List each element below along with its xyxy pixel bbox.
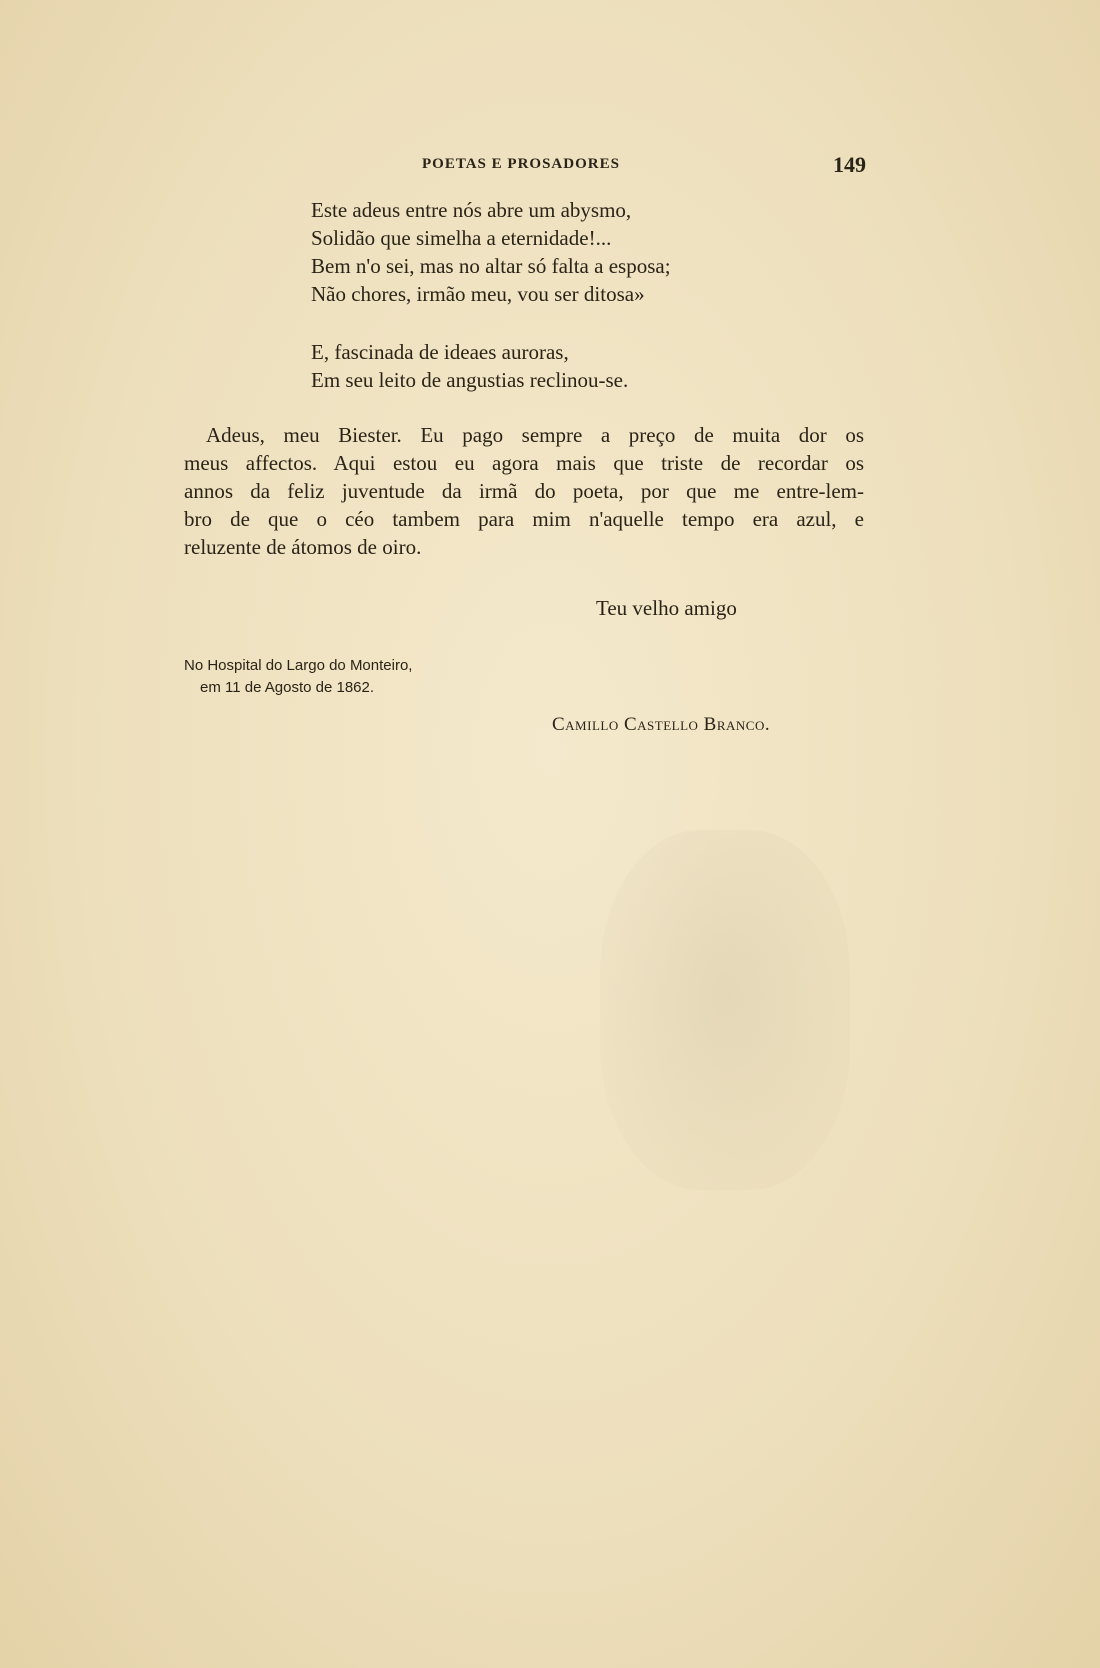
ink-show-through bbox=[600, 830, 850, 1190]
verse-line: Solidão que simelha a eternidade!... bbox=[311, 226, 612, 250]
place-date bbox=[184, 655, 412, 699]
verse-line: Em seu leito de angustias reclinou-se. bbox=[311, 368, 629, 392]
verse-line: Bem n'o sei, mas no altar só falta a esposa; bbox=[311, 254, 671, 278]
page-header bbox=[180, 152, 866, 182]
verse-line: Não chores, irmão meu, vou ser ditosa» bbox=[311, 282, 645, 306]
verse-line: Este adeus entre nós abre um abysmo, bbox=[311, 198, 632, 222]
page-number: 149 bbox=[833, 152, 866, 177]
salutation: Teu velho amigo bbox=[596, 596, 737, 620]
prose-line: reluzente de átomos de oiro. bbox=[184, 535, 422, 559]
date-line: em 11 de Agosto de 1862. bbox=[200, 679, 375, 696]
prose-line: Adeus, meu Biester. Eu pago sempre a preço de muita dor os bbox=[206, 423, 864, 447]
prose-line: bro de que o céo tambem para mim n'aquelle tempo era azul, e bbox=[184, 507, 864, 531]
place-line: No Hospital do Largo do Monteiro, bbox=[184, 657, 413, 674]
running-head: POETAS E PROSADORES bbox=[422, 156, 620, 172]
prose-line: annos da feliz juventude da irmã do poeta, por que me entre-lem- bbox=[184, 479, 864, 503]
verse-line: E, fascinada de ideaes auroras, bbox=[311, 340, 569, 364]
signature: Camillo Castello Branco. bbox=[552, 714, 771, 735]
prose-line: meus affectos. Aqui estou eu agora mais que triste de recordar os bbox=[184, 451, 864, 475]
verse-stanza-2 bbox=[311, 338, 871, 394]
verse-stanza-1 bbox=[311, 196, 871, 308]
prose-paragraph bbox=[184, 421, 864, 561]
